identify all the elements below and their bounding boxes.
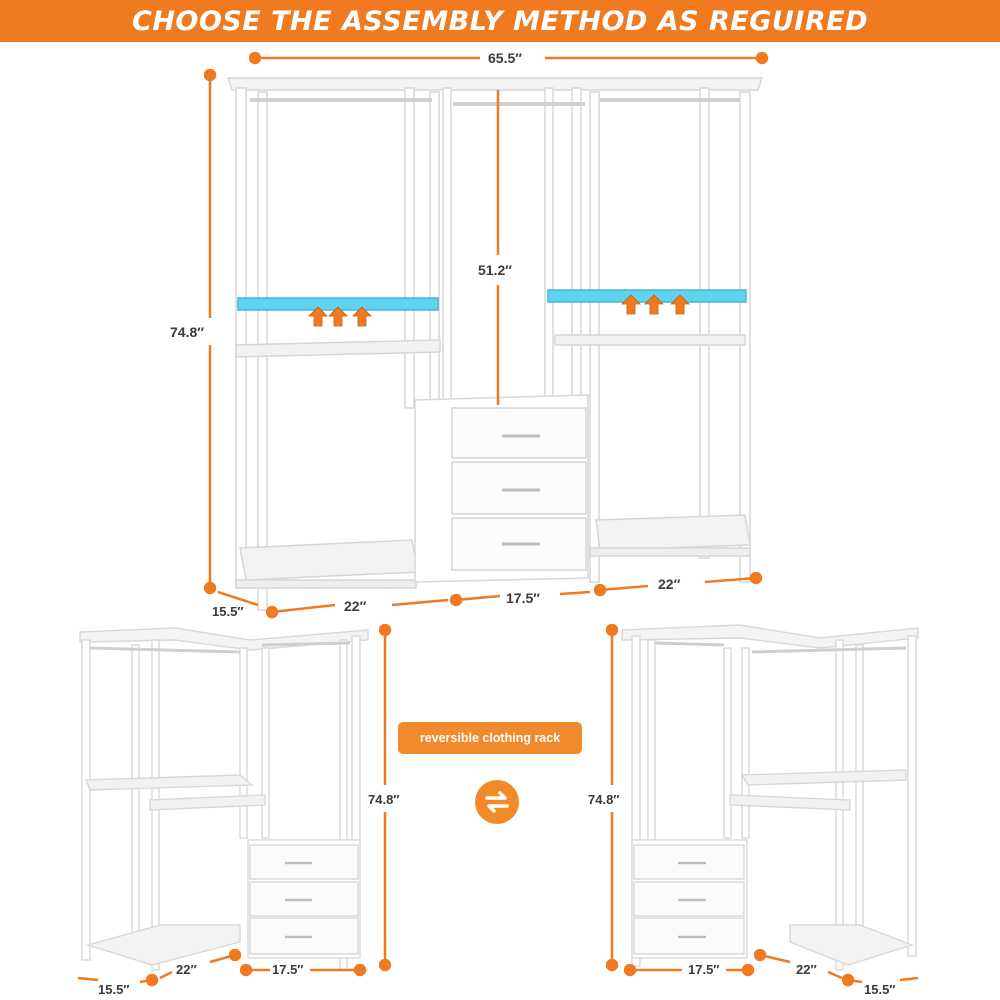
swap-arrows-icon — [475, 780, 519, 824]
reversible-rack-badge — [398, 722, 582, 754]
right-corner-wardrobe — [622, 625, 918, 970]
right-variant-height: 74.8″ — [588, 792, 620, 807]
left-variant-side: 22″ — [176, 962, 197, 977]
left-variant-height: 74.8″ — [368, 792, 400, 807]
left-corner-wardrobe — [80, 628, 368, 970]
inner-height-label: 51.2″ — [478, 262, 512, 278]
left-section-label: 22″ — [344, 598, 367, 614]
middle-section-label: 17.5″ — [506, 590, 540, 606]
height-label: 74.8″ — [170, 324, 204, 340]
main-wardrobe — [228, 78, 762, 610]
depth-label: 15.5″ — [212, 604, 244, 619]
right-section-label: 22″ — [658, 576, 681, 592]
right-variant-side: 22″ — [796, 962, 817, 977]
left-variant-depth: 15.5″ — [98, 982, 130, 997]
left-variant-middle: 17.5″ — [272, 962, 304, 977]
right-variant-middle: 17.5″ — [688, 962, 720, 977]
width-label: 65.5″ — [488, 50, 522, 66]
right-variant-depth: 15.5″ — [864, 982, 896, 997]
reversible-rack-label: reversible clothing rack — [419, 731, 561, 745]
banner-title: CHOOSE THE ASSEMBLY METHOD AS REGUIRED — [132, 5, 868, 37]
